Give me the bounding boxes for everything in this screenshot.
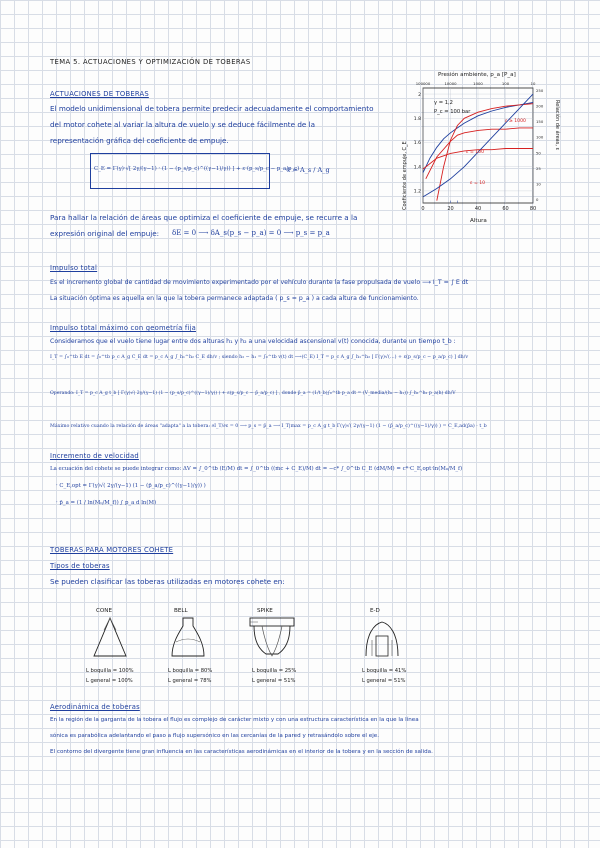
text-actuaciones-2: del motor cohete al variar la altura de vuelo y se deduce fácilmente de la xyxy=(50,120,316,129)
incremento-formula-2: · C_E,opt = Γ(γ)√( 2γ/(γ−1) (1 − (p̄_a/p_c)^((γ−1)/γ)) ) xyxy=(56,483,206,489)
nozzle-ed-l2: L general = 51% xyxy=(362,678,406,684)
chart-xtick-3: 60 xyxy=(502,206,509,212)
nozzle-bell-drawing xyxy=(168,616,208,662)
heading-incremento: Incremento de velocidad xyxy=(50,452,139,460)
nozzle-spike-l2: L general = 51% xyxy=(252,678,296,684)
heading-actuaciones: ACTUACIONES DE TOBERAS xyxy=(50,90,149,98)
nozzle-spike-drawing xyxy=(248,616,296,662)
thrust-coefficient-chart xyxy=(413,81,544,212)
chart-right-tick-1: 200 xyxy=(536,103,544,109)
incremento-formula-3: · p̄_a = (1 / ln(M₀/M_f)) ∫ p_a d ln(M) xyxy=(56,500,157,506)
nozzle-ed-drawing xyxy=(362,616,402,662)
text-aero-1: En la región de la garganta de la tobera el flujo es complejo de carácter mixto y con una estructura característica en la que la línea xyxy=(50,717,419,723)
chart-top-tick-1: 10000 xyxy=(444,81,457,86)
epsilon-formula: ε = A_s / A_g xyxy=(287,166,330,174)
heading-aerodinamica: Aerodinámica de toberas xyxy=(50,703,140,711)
incremento-formula-1: La ecuación del cohete se puede integrar como: ΔV = ∫_0^tb (E/M) dt = ∫_0^tb ((ṁc + C_E)/M) dt = −c* ∫_0^tb C_E (dM/M) = c*·C_E,opt·ln(M₀/M_f) xyxy=(50,466,463,472)
text-impulso-2: La situación óptima es aquella en la que la tobera permanece adaptada ( p_s = p_a ) a cada altura de funcionamiento. xyxy=(50,295,419,302)
text-opt-2: expresión original del empuje: xyxy=(50,229,160,238)
text-impulso-1: Es el incremento global de cantidad de movimiento experimentado por el vehículo durante la fase propulsada de vuelo ⟶ I_T = ∫ E dt xyxy=(50,279,469,286)
chart-right-tick-4: 50 xyxy=(536,150,541,156)
nozzle-spike-label: SPIKE xyxy=(257,608,273,614)
chart-annotation-e1000: ε ≥ 1000 xyxy=(505,119,526,124)
text-actuaciones-1: El modelo unidimensional de tobera permite predecir adecuadamente el comportamiento xyxy=(50,104,374,113)
chart-right-label: Relación de áreas, ε xyxy=(554,100,560,151)
chart-xlabel: Altura xyxy=(470,218,487,224)
chart-xtick-0: 0 xyxy=(421,206,425,212)
chart-top-tick-4: 10 xyxy=(530,81,536,86)
chart-right-tick-6: 10 xyxy=(536,181,541,187)
nozzle-cone-l1: L boquilla = 100% xyxy=(86,668,134,674)
chart-top-tick-2: 1000 xyxy=(473,81,483,86)
nozzle-bell-l2: L general = 78% xyxy=(168,678,212,684)
chart-annotation-e100: ε = 100 xyxy=(466,150,485,155)
chart-ytick-4: 2 xyxy=(418,92,421,98)
text-aero-2: sónica es parabólica adelantando el paso a flujo supersónico en las cercanías de la pared y retrasándolo sobre el eje. xyxy=(50,733,379,739)
chart-ytick-2: 1.6 xyxy=(413,141,421,147)
text-toberas-intro: Se pueden clasificar las toberas utilizadas en motores cohete en: xyxy=(50,577,285,586)
chart-ylabel: Coeficiente de empuje, C_E xyxy=(402,141,408,210)
nozzle-bell-label: BELL xyxy=(174,608,188,614)
chart-xtick-2: 40 xyxy=(474,206,482,212)
heading-impulso-total: Impulso total xyxy=(50,264,98,272)
text-impulso-max-1: Consideramos que el vuelo tiene lugar entre dos alturas h₁ y h₂ a una velocidad ascensional v(t) conocida, durante un tiempo t_b : xyxy=(50,338,456,345)
impulso-formula-1: I_T = ∫₀^tb E dt = ∫₀^tb p_c A_g C_E dt = p_c A_g ∫_h₁^h₂ C_E dh/v ; siendo h₂ − h₁ = ∫₀^tb v(t) dt ⟶(C_E) I_T = p_c A_g ∫_h₁^h₂ [ Γ(γ)√(…) + ε(p_s/p_c − p_a/p_c) ] dh/v xyxy=(50,355,469,360)
chart-right-tick-3: 100 xyxy=(536,134,544,140)
heading-impulso-max: Impulso total máximo con geometría fija xyxy=(50,324,196,332)
chart-ytick-3: 1.8 xyxy=(413,116,421,122)
nozzle-spike-l1: L boquilla = 25% xyxy=(252,668,297,674)
chart-top-tick-3: 100 xyxy=(501,81,510,86)
chart-ytick-1: 1.4 xyxy=(413,165,421,171)
text-aero-3: El contorno del divergente tiene gran influencia en las características aerodinámicas en el interior de la tobera y en la sección de salida. xyxy=(50,749,433,755)
ce-formula: C_E = Γ(γ)·√[ 2γ/(γ−1) · (1 − (p_s/p_c)^((γ−1)/γ)) ] + ε·(p_s/p_c − p_a/p_c) xyxy=(94,166,300,172)
chart-right-tick-5: 25 xyxy=(536,165,541,171)
chart-right-tick-2: 150 xyxy=(536,119,544,125)
chart-ytick-0: 1.2 xyxy=(413,189,421,195)
chart-annotation-pc: P_c = 100 bar xyxy=(434,109,471,115)
chart-xtick-4: 80 xyxy=(529,206,537,212)
nozzle-ed-l1: L boquilla = 41% xyxy=(362,668,407,674)
page-title: TEMA 5. ACTUACIONES Y OPTIMIZACIÓN DE TOBERAS xyxy=(50,58,251,66)
impulso-formula-3: Máximo relativo cuando la relación de áreas "adapta" a la tobera: ∂I_T/∂ε = 0 ⟶ p_s = p̄_a ⟶ I_T|max = p_c A_g t_b Γ(γ)√( 2γ/(γ−1) (1 − (p̄_a/p_c)^((γ−1)/γ)) ) = C_E,ad(p̄a) · t_b xyxy=(50,424,487,429)
nozzle-cone-label: CONE xyxy=(96,608,113,614)
nozzle-cone-drawing xyxy=(90,616,130,662)
impulso-formula-2: Operando: I_T = p_c A_g t_b [ Γ(γ)√( 2γ/(γ−1) (1 − (p_s/p_c)^((γ−1)/γ)) ) + ε(p_s/p_c − p̄_a/p_c) ] , donde p̄_a = (1/t_b)∫₀^tb p_a dt = (V_media/(h₂ − h₁)) ∫_h₁^h₂ p_a(h) dh/V xyxy=(50,391,456,396)
chart-right-tick-7: 0 xyxy=(536,197,539,202)
chart-annotation-gamma: γ = 1,2 xyxy=(434,100,453,106)
text-actuaciones-3: representación gráfica del coeficiente de empuje. xyxy=(50,136,229,145)
nozzle-bell-l1: L boquilla = 80% xyxy=(168,668,213,674)
text-opt-1: Para hallar la relación de áreas que optimiza el coeficiente de empuje, se recurre a la xyxy=(50,213,358,222)
heading-tipos-toberas: Tipos de toberas xyxy=(50,562,110,570)
nozzle-cone-l2: L general = 100% xyxy=(86,678,133,684)
heading-toberas: TOBERAS PARA MOTORES COHETE xyxy=(50,546,174,554)
chart-annotation-e10: ε = 10 xyxy=(470,181,486,186)
chart-title: Presión ambiente, p_a [P_a] xyxy=(438,72,516,78)
opt-formula: δE = 0 ⟶ δA_s(p_s − p_a) = 0 ⟶ p_s = p_a xyxy=(172,229,330,237)
chart-xtick-1: 20 xyxy=(447,206,454,212)
nozzle-ed-label: E-D xyxy=(370,608,380,614)
chart-right-tick-0: 250 xyxy=(536,88,544,93)
chart-top-tick-0: 100000 xyxy=(415,81,431,86)
